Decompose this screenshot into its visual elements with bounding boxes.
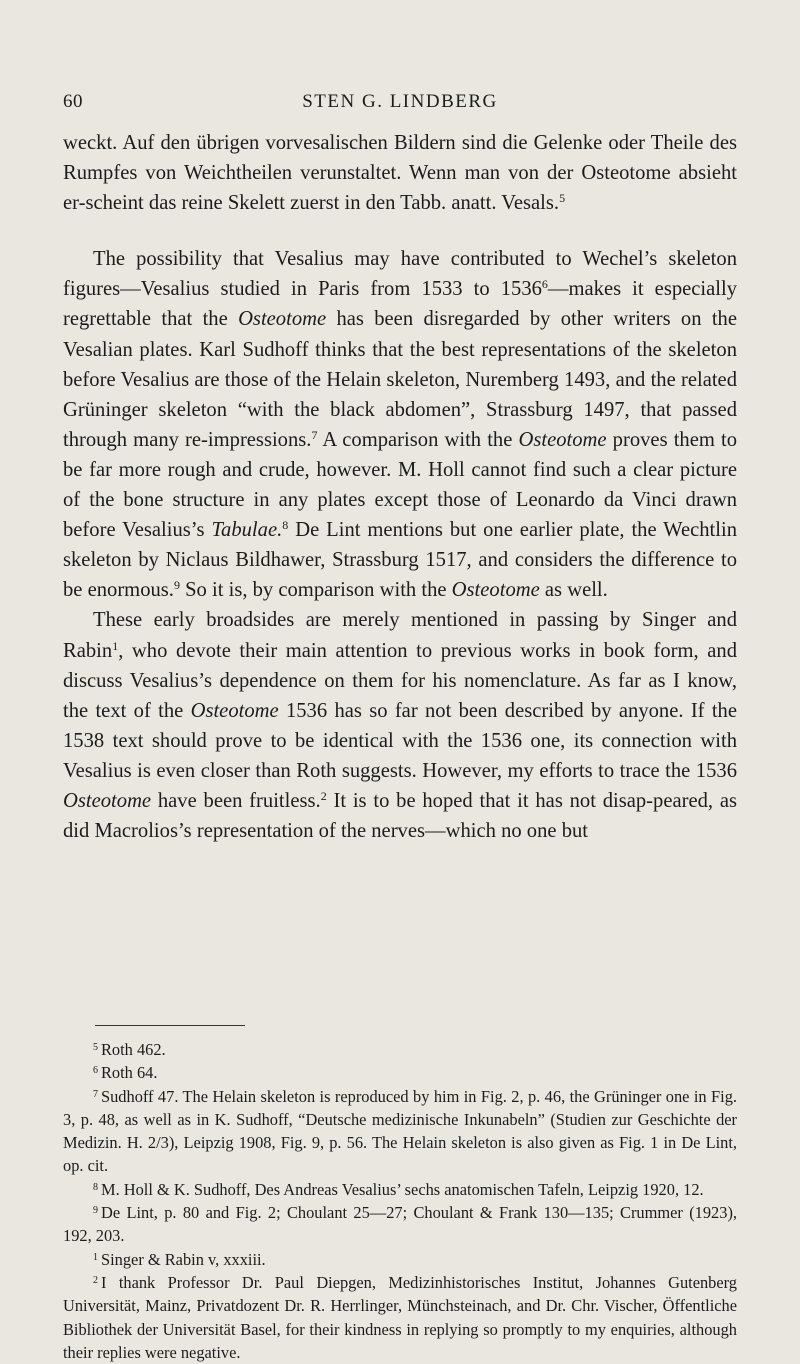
- footnote: [63, 1038, 737, 1061]
- footnote: [63, 1178, 737, 1201]
- footnotes: [63, 1038, 737, 1364]
- footnote-marker: 8: [93, 1181, 98, 1193]
- text-run: These early broadsides are merely mentioned in passing by Singer and Rabin: [63, 609, 737, 662]
- footnote-marker: 1: [93, 1251, 98, 1263]
- footnote-marker: 9: [93, 1205, 98, 1217]
- footnote-text: Roth 462.: [101, 1040, 166, 1059]
- running-title: STEN G. LINDBERG: [302, 91, 498, 112]
- footnote-marker: 2: [93, 1274, 98, 1286]
- text-run: So it is, by comparison with the: [179, 579, 452, 602]
- footnote: [63, 1061, 737, 1084]
- paragraph: [63, 128, 737, 218]
- text-run: has been disregarded by other writers on the Vesalian plates. Karl Sudhoff thinks that the best representations of the skeleton before Vesalius are those of the Helain skeleton, Nuremberg 1493, and the related Grüninger skeleton “with the black abdomen”, Strassburg 1497, that passed through many re-impressions.: [63, 308, 737, 451]
- footnote-reference: 6: [541, 277, 548, 292]
- page-header: [63, 91, 737, 113]
- italic-text: Osteotome: [451, 579, 540, 602]
- page-number: 60: [63, 91, 83, 112]
- footnote-reference: 8: [282, 518, 289, 533]
- footnote: [63, 1201, 737, 1248]
- footnote-marker: 6: [93, 1065, 98, 1077]
- footnote-rule: [95, 1025, 245, 1026]
- footnote-reference: 5: [559, 191, 566, 206]
- text-run: It is to be hoped that it has not disap-peared, as did Macrolios’s representation of the nerves—which no one but: [63, 789, 738, 843]
- footnote-reference: 2: [320, 788, 327, 803]
- text-run: proves them to be far more rough and crude, however. M. Holl cannot find such a clear picture of the bone structure in any plates except those of Leonardo da Vinci drawn before Vesalius’s: [63, 428, 738, 542]
- footnote-reference: 1: [112, 638, 119, 653]
- text-run: —makes it especially regrettable that the: [63, 278, 738, 331]
- paragraph: [63, 244, 737, 605]
- footnote-reference: 7: [311, 427, 318, 442]
- text-run: have been fruitless.: [151, 789, 321, 812]
- text-run: , who devote their main attention to previous works in book form, and discuss Vesalius’s dependence on them for his nomenclature. As far as I know, the text of the: [63, 639, 737, 722]
- footnote-reference: 9: [173, 578, 180, 593]
- italic-text: Osteotome: [518, 428, 607, 451]
- footnote-text: De Lint, p. 80 and Fig. 2; Choulant 25—27; Choulant & Frank 130—135; Crummer (1923), 192, 203.: [63, 1203, 737, 1246]
- italic-text: Osteotome: [238, 308, 327, 331]
- text-run: The possibility that Vesalius may have contributed to Wechel’s skeleton figures—Vesalius studied in Paris from 1533 to 1536: [63, 248, 737, 301]
- body-text: [63, 128, 737, 846]
- italic-text: Tabulae.: [211, 519, 283, 542]
- italic-text: Osteotome: [63, 789, 152, 812]
- footnote-text: Sudhoff 47. The Helain skeleton is reproduced by him in Fig. 2, p. 46, the Grüninger one in Fig. 3, p. 48, as well as in K. Sudhoff, “Deutsche medizinische Inkunabeln” (Studien zur Geschichte der Medizin. H. 2/3), Leipzig 1908, Fig. 9, p. 56. The Helain skeleton is also given as Fig. 1 in De Lint, op. cit.: [63, 1086, 737, 1176]
- text-run: 1536 has so far not been described by anyone. If the 1538 text should prove to be identical with the 1536 one, its connection with Vesalius is even closer than Roth suggests. However, my efforts to trace the 1536: [63, 699, 737, 782]
- footnote-text: I thank Professor Dr. Paul Diepgen, Medizinhistorisches Institut, Johannes Gutenberg Universität, Mainz, Privatdozent Dr. R. Herrlinger, Münchsteinach, and Dr. Chr. Vischer, Öffentliche Bibliothek der Universität Basel, for their kindness in replying so promptly to my enquiries, although their replies were negative.: [63, 1272, 737, 1362]
- footnote-text: Singer & Rabin v, xxxiii.: [101, 1249, 266, 1269]
- text-run: A comparison with the: [317, 428, 519, 451]
- footnote: [63, 1085, 737, 1178]
- footnote-text: Roth 64.: [101, 1063, 158, 1083]
- text-run: weckt. Auf den übrigen vorvesalischen Bildern sind die Gelenke oder Theile des Rumpfes von Weichtheilen verunstaltet. Wenn man von der Osteotome absieht er-scheint das reine Skelett zuerst in den Tabb. anatt. Vesals.: [63, 132, 737, 215]
- text-run: De Lint mentions but one earlier plate, the Wechtlin skeleton by Niclaus Bildhawer, Strassburg 1517, and considers the difference to be enormous.: [63, 519, 737, 602]
- footnote-text: M. Holl & K. Sudhoff, Des Andreas Vesalius’ sechs anatomischen Tafeln, Leipzig 1920, 12.: [101, 1179, 704, 1199]
- footnote: [63, 1248, 737, 1271]
- paragraph: [63, 605, 737, 846]
- footnote: [63, 1271, 737, 1364]
- footnote-marker: 5: [93, 1042, 98, 1053]
- italic-text: Osteotome: [190, 699, 279, 722]
- footnote-marker: 7: [93, 1088, 98, 1100]
- text-run: as well.: [539, 579, 608, 602]
